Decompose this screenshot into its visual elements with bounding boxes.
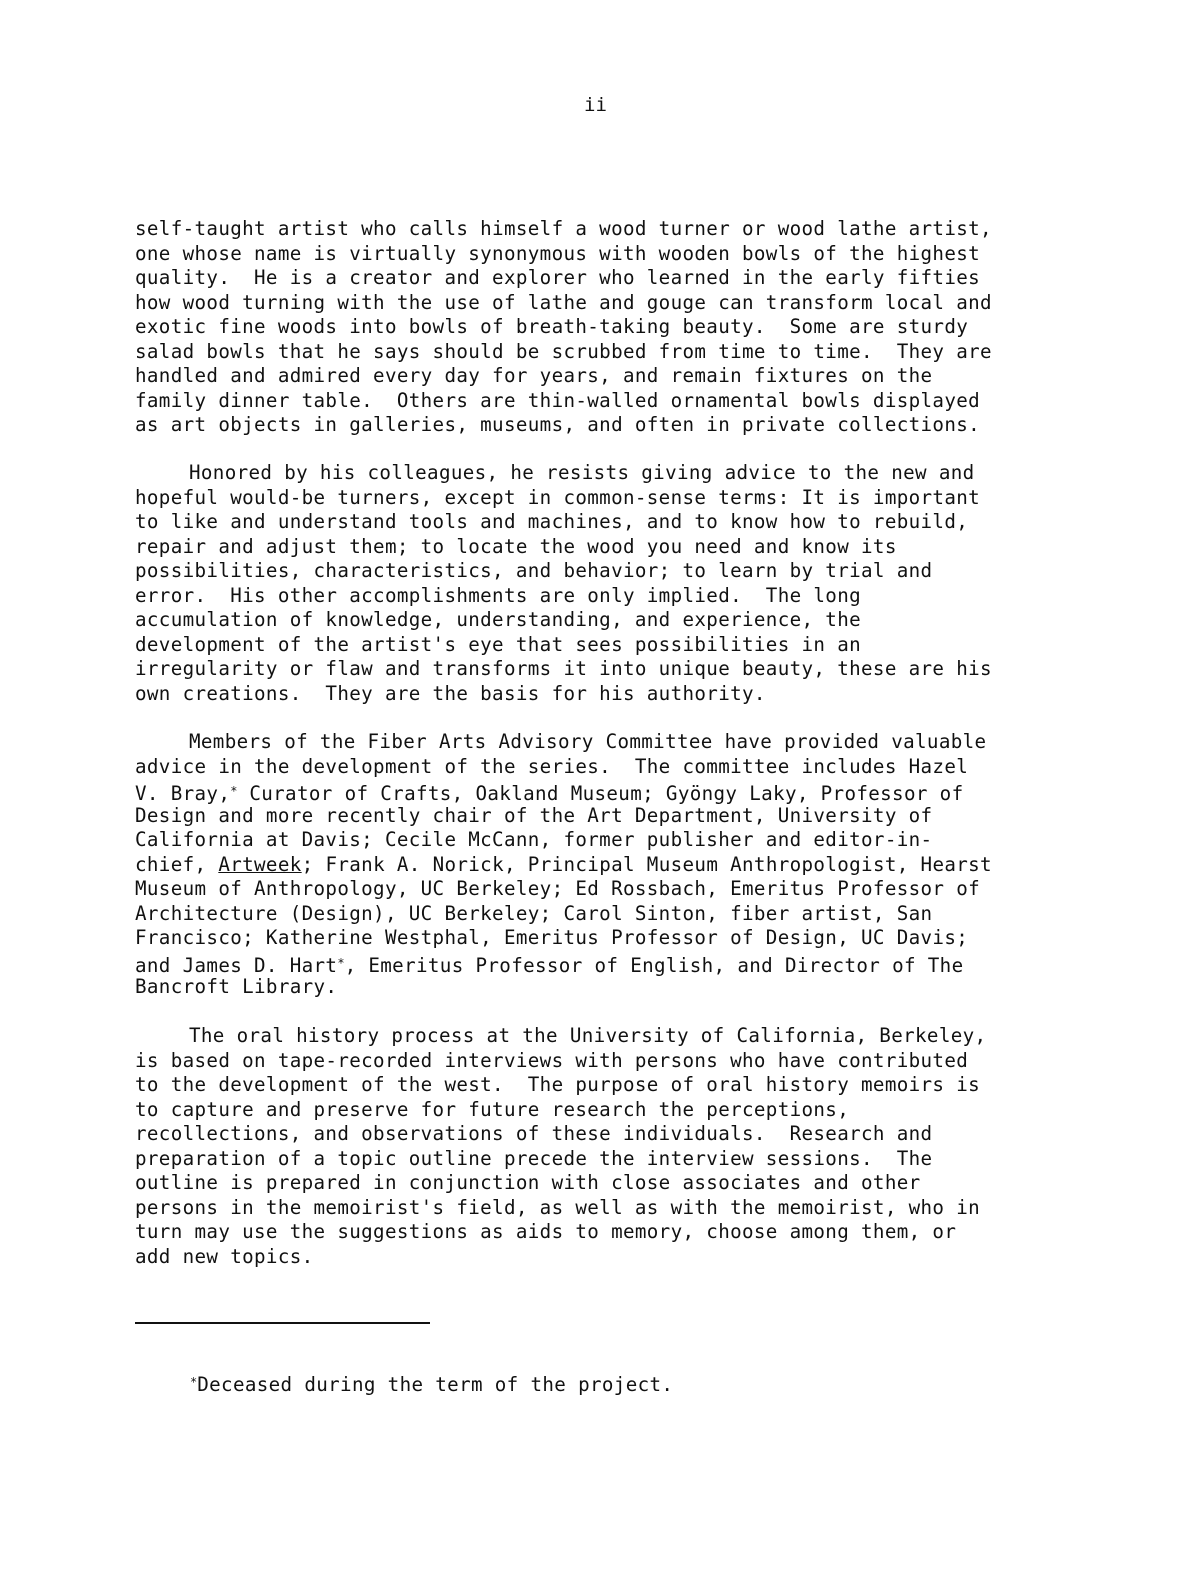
text-line: to the development of the west. The purpose of oral history memoirs is [135, 1073, 981, 1096]
text-line: self-taught artist who calls himself a wood turner or wood lathe artist, [135, 217, 992, 240]
text-line [135, 951, 992, 976]
text-line: Architecture (Design), UC Berkeley; Carol Sinton, fiber artist, San [135, 901, 933, 925]
text-line: turn may use the suggestions as aids to memory, choose among them, or [135, 1220, 957, 1243]
text-line: hopeful would-be turners, except in common-sense terms: It is important [135, 485, 981, 509]
text-line: add new topics. [135, 1244, 314, 1268]
page-number: ii [584, 94, 607, 116]
text-line: outline is prepared in conjunction with close associates and other [135, 1171, 921, 1194]
paragraph-1 [135, 217, 992, 438]
publication-title: Artweek [218, 852, 302, 876]
text-line [135, 853, 992, 878]
text-line: advice in the development of the series. The committee includes Hazel [135, 754, 969, 778]
paragraph-2 [135, 461, 992, 706]
text-line: handled and admired every day for years, and remain fixtures on the [135, 364, 933, 387]
text-line: salad bowls that he says should be scrubbed from time to time. They are [135, 339, 992, 363]
text-line: is based on tape-recorded interviews with persons who have contributed [135, 1048, 969, 1072]
text-line: error. His other accomplishments are only implied. The long [135, 583, 862, 607]
text-line: family dinner table. Others are thin-walled ornamental bowls displayed [135, 388, 981, 412]
text-line: exotic fine woods into bowls of breath-taking beauty. Some are sturdy [135, 315, 969, 338]
text-line: one whose name is virtually synonymous with wooden bowls of the highest [135, 241, 981, 265]
footnote-rule [135, 1322, 430, 1324]
text-line: persons in the memoirist's field, as well as with the memoirist, who in [135, 1195, 981, 1219]
text-line: to like and understand tools and machines, and to know how to rebuild, [135, 510, 969, 533]
footnote-asterisk: * [337, 955, 345, 970]
paragraph-3 [135, 730, 992, 1000]
text-line: possibilities, characteristics, and behavior; to learn by trial and [135, 559, 933, 582]
text-line: development of the artist's eye that sees possibilities in an [135, 632, 862, 656]
text-segment: ; Frank A. Norick, Principal Museum Anthropologist, Hearst [301, 852, 992, 876]
footnote [190, 1370, 673, 1394]
text-line: The oral history process at the University of California, Berkeley, [189, 1024, 987, 1047]
text-line: quality. He is a creator and explorer who learned in the early fifties [135, 266, 981, 289]
text-segment: chief, [135, 852, 219, 876]
text-line: irregularity or flaw and transforms it into unique beauty, these are his [135, 657, 992, 680]
text-segment: , Emeritus Professor of English, and Director of The [344, 953, 964, 977]
text-line: Honored by his colleagues, he resists giving advice to the new and [189, 461, 975, 484]
text-segment: Curator of Crafts, Oakland Museum; Gyöngy Laky, Professor of [237, 782, 964, 805]
footnote-asterisk: * [190, 1375, 198, 1389]
text-line: to capture and preserve for future research the perceptions, [135, 1097, 850, 1121]
text-line: Museum of Anthropology, UC Berkeley; Ed Rossbach, Emeritus Professor of [135, 877, 981, 900]
text-line: Design and more recently chair of the Art Department, University of [135, 803, 933, 827]
text-line: how wood turning with the use of lathe and gouge can transform local and [135, 290, 992, 314]
text-line: California at Davis; Cecile McCann, former publisher and editor-in- [135, 828, 933, 851]
text-line: as art objects in galleries, museums, and often in private collections. [135, 413, 981, 436]
text-line: Members of the Fiber Arts Advisory Committee have provided valuable [189, 730, 987, 753]
text-segment: and James D. Hart [135, 953, 338, 977]
text-line: Bancroft Library. [135, 975, 338, 998]
text-line: accumulation of knowledge, understanding, and experience, the [135, 608, 862, 631]
footnote-asterisk: * [230, 784, 238, 798]
paragraph-4 [135, 1024, 986, 1269]
text-line: preparation of a topic outline precede the interview sessions. The [135, 1146, 933, 1170]
text-line [135, 779, 992, 804]
text-line: repair and adjust them; to locate the wood you need and know its [135, 534, 897, 558]
footnote-text: Deceased during the term of the project. [197, 1373, 674, 1396]
text-line: own creations. They are the basis for his authority. [135, 681, 766, 705]
text-line: Francisco; Katherine Westphal, Emeritus Professor of Design, UC Davis; [135, 926, 969, 949]
text-line: recollections, and observations of these individuals. Research and [135, 1122, 933, 1145]
text-segment: V. Bray, [135, 782, 231, 805]
